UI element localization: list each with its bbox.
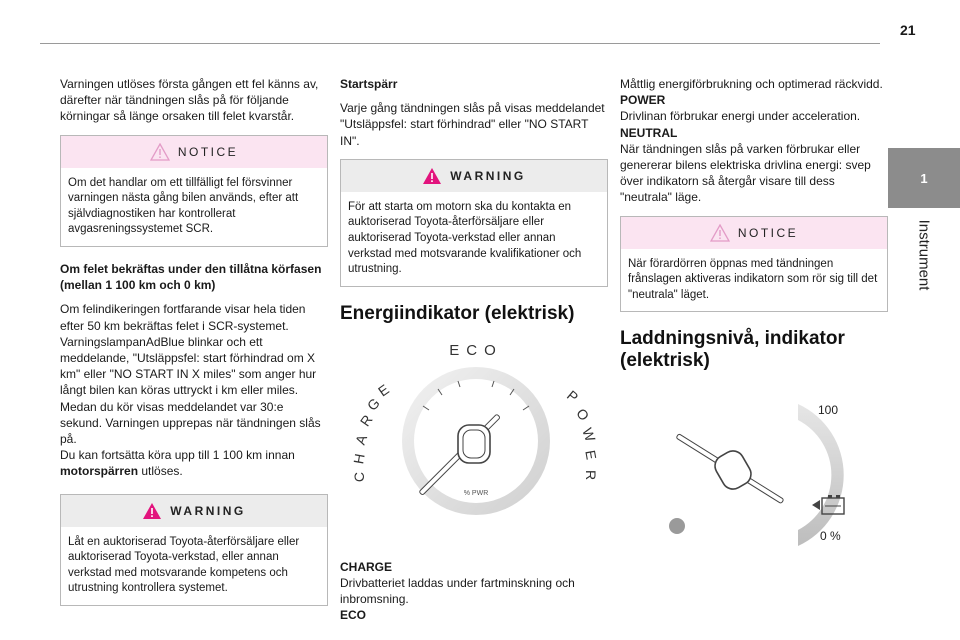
pwr-label: % PWR bbox=[463, 489, 489, 497]
charge-level-gauge bbox=[620, 382, 888, 562]
warning-triangle-icon bbox=[422, 167, 442, 185]
warning-title: WARNING bbox=[170, 503, 246, 518]
body-paragraph: VarningslampanAdBlue blinkar och ett meddelande, "Utsläppsfel: start förhindrad om X km" eller "NO START IN X miles" som anger hur långt bilen kan köras uttryckt i km eller miles. bbox=[60, 334, 317, 398]
charge-letter: C bbox=[351, 471, 367, 482]
column-2 bbox=[340, 76, 608, 632]
charge-letter: A bbox=[351, 432, 371, 447]
max-label: 100 bbox=[818, 403, 839, 418]
charge-label: CHARGE bbox=[340, 559, 393, 574]
caution-triangle-icon bbox=[150, 143, 170, 161]
body-paragraph: Om felindikeringen fortfarande visar hela tiden efter 50 km bekräftas felet i SCR-systemet. bbox=[60, 302, 306, 333]
power-letter: W bbox=[579, 425, 599, 444]
power-letter: P bbox=[563, 386, 582, 406]
neutral-label: NEUTRAL bbox=[620, 125, 678, 140]
column-3 bbox=[620, 76, 888, 562]
caution-triangle-icon bbox=[710, 224, 730, 242]
notice-box bbox=[60, 135, 328, 247]
side-tab-chapter[interactable] bbox=[888, 148, 960, 208]
charge-letter: G bbox=[363, 394, 383, 414]
notice-body: Om det handlar om ett tillfälligt fel försvinner varningen nästa gång bilen används, efter att självdiagnostiken har kontrollerat avgasreningssystemet SCR. bbox=[68, 176, 299, 236]
power-label: POWER bbox=[620, 93, 666, 108]
power-letter: O bbox=[573, 405, 593, 424]
notice-body: När förardörren öppnas med tändningen frånslagen aktiveras indikatorn som rör sig till det "neutrala" läget. bbox=[628, 257, 878, 301]
column-1 bbox=[60, 76, 328, 620]
warning-body: För att starta om motorn ska du kontakta en auktoriserad Toyota-återförsäljare eller auktoriserad Toyota-verkstad eller annan verkstad med motsvarande kvalifikationer och utrustning. bbox=[348, 200, 582, 276]
body-paragraph: Du kan fortsätta köra upp till 1 100 km innan motorspärren utlöses. bbox=[60, 448, 295, 479]
side-tab-number: 1 bbox=[920, 170, 928, 186]
charge-letter: R bbox=[356, 411, 376, 429]
notice-title: NOTICE bbox=[177, 144, 239, 159]
body-paragraph: Medan du kör visas meddelandet var 30:e sekund. Varningen upprepas när tändningen slås på. bbox=[60, 399, 321, 447]
intro-paragraph: Varningen utlöses första gången ett fel känns av, därefter när tändningen slås på för följande körningar så länge orsaken till felet kvarstår. bbox=[60, 77, 319, 124]
min-label: 0 % bbox=[820, 529, 841, 544]
page-number: 21 bbox=[900, 22, 916, 38]
warning-box bbox=[60, 494, 328, 606]
charge-letter: E bbox=[375, 380, 392, 400]
notice-title: NOTICE bbox=[737, 225, 799, 240]
indicator-dot bbox=[669, 518, 685, 534]
power-letter: R bbox=[583, 469, 599, 480]
body-paragraph: Varje gång tändningen slås på visas meddelandet "Utsläppsfel: start förhindrad" eller "NO START IN". bbox=[340, 101, 605, 148]
energy-indicator-gauge bbox=[340, 343, 608, 523]
section-title: Energiindikator (elektrisk) bbox=[340, 302, 575, 324]
body-paragraph: Drivbatteriet laddas under fartminskning och inbromsning. bbox=[340, 575, 575, 607]
eco-label-text: ECO bbox=[340, 608, 367, 623]
warning-box bbox=[340, 159, 608, 287]
body-paragraph: Måttlig energiförbrukning och optimerad räckvidd. bbox=[620, 77, 883, 91]
warning-triangle-icon bbox=[142, 502, 162, 520]
body-paragraph: När tändningen slås på varken förbrukar eller genererar bilens elektriska drivlina energi: svep över indikatorn så återgår visare till dess "neutrala" läge. bbox=[620, 141, 871, 205]
section-heading: Startspärr bbox=[340, 77, 398, 91]
side-tab-label: Instrument bbox=[915, 219, 933, 291]
needle-hub bbox=[711, 447, 755, 493]
top-rule bbox=[40, 43, 880, 44]
power-letter: E bbox=[582, 448, 600, 461]
body-paragraph: Drivlinan förbrukar energi under acceleration. bbox=[620, 109, 861, 124]
section-heading: Om felet bekräftas under den tillåtna körfasen (mellan 1 100 km och 0 km) bbox=[60, 261, 322, 293]
charge-letter: H bbox=[350, 452, 368, 465]
warning-body: Låt en auktoriserad Toyota-återförsäljare eller auktoriserad Toyota-verkstad, eller annan verkstad med motsvarande kompetens och utrustning kontrollera systemet. bbox=[68, 535, 300, 595]
section-title: Laddningsnivå, indikator (elektrisk) bbox=[620, 328, 845, 372]
eco-label: ECO bbox=[449, 342, 503, 359]
gauge-arc bbox=[798, 404, 844, 546]
notice-box bbox=[620, 216, 888, 313]
warning-title: WARNING bbox=[450, 168, 526, 183]
